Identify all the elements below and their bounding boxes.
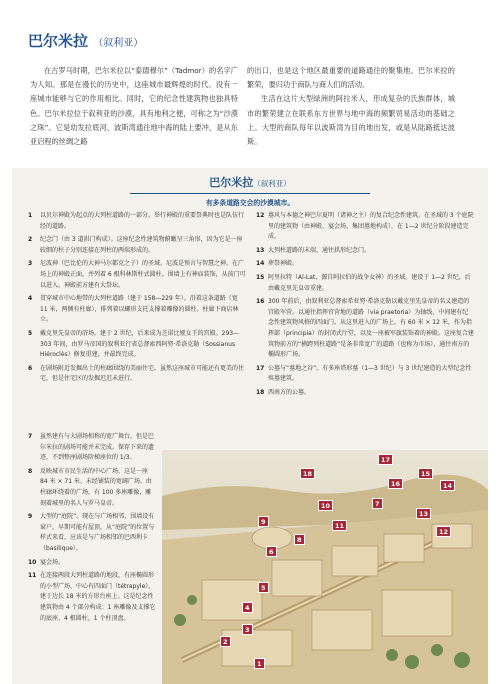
legend-text: 西南方的公墓。 [268,388,311,396]
legend-text: 反映城市市民生活的中心广场。这是一座 84 米 × 71 米、未经铺装的宽阔广场。由柱廊环绕着的广场，有 100 多座雕像，雕刻着城里的名人与罗马皇帝。 [40,467,152,507]
illustration-marker: 1 [254,658,265,669]
panel-divider [130,193,370,194]
legend-text: 虽然建有与大剧场相称的宽广舞台，但是巴尔米拉的剧场可能并未完成。保存下来的遗迹，不到整座剧场阶梯座位的 1/3。 [40,433,155,462]
legend-column-lower [28,432,156,627]
legend-item [28,329,246,361]
legend-text: 在连接两段大列柱道路的地段，有座椭圆形的小型广场，中心有四面门（tétrapyle），建于边长 18 米的方形台座上。这是纪念性建筑物由 4 个部分构成：1 座雕像及支撑它的底座、4 根圆柱，1 个柱顶盘。 [40,572,156,622]
legend-text: 贯穿城市中心地带的大列柱道路（建于 158—229 年）。沿着这条道路（宽 11 米，两侧有柱廊），排列着以螺形支托支撑着雕像的圆柱。柱廊下商店林立。 [40,295,239,324]
illustration-marker: 15 [418,468,433,479]
legend-number: 2 [28,236,33,244]
legend-text: 以贝尔神殿为起点的大列柱道路的一部分。举行神殿的重要祭典时也是队伍行经的道路。 [40,212,245,230]
legend-number: 16 [256,298,265,306]
legend-item [256,259,474,270]
legend-text: 尼波神（巴比伦的大神马尔都克之子）的圣域。尼波是预言与智慧之神。在广场上的神殿正面，并列着 6 根科林斯柱式圆柱。围墙上有神庙装饰，从前门可以进入。神殿前方建有大祭坛。 [40,260,246,289]
legend-text: 葬祭神殿。 [268,260,299,268]
illustration-marker: 11 [332,520,347,531]
city-illustration [162,450,488,684]
legend-item [256,297,474,361]
legend-item [28,558,156,569]
illustration-marker: 16 [388,478,403,489]
legend-text: 墓风与本德之神巴尔夏明（诸神之主）的复合纪念性建筑。在圣域的 3 个庭院里的建筑物（由神殿、宴会场、集团墓地构成），在 1—2 世纪分阶段建造完成。 [268,212,474,241]
legend-number: 12 [256,212,265,219]
illustration-marker: 18 [300,468,315,479]
legend-item [256,364,474,385]
legend-number: 13 [256,246,265,254]
legend-item [28,259,246,291]
panel-title-subtitle: （叙利亚） [253,179,291,188]
legend-item [256,246,474,257]
legend-number: 3 [28,260,33,268]
intro-paragraph-1: 在古罗马时期，巴尔米拉以“泰德穆尔”（Tadmor）的名字广为人知。那是在漫长的历史中，这座城市最辉煌的时代。没有一座城市能够与它的作用相比。同时，它的纪念性建筑物也独具特色。巴尔米拉位于叙利亚的沙漠，具有地利之便，可称之为“沙漠之珠”。它是幼发拉底河、波斯湾通往地中海的陆上要冲，是从东亚启程的丝绸之路 [30,66,238,147]
legend-text: 300 年前后，由叙利亚总督索希亚努·希洛克勒以戴克里先皇帝的名义建造的宫殿军营。以通往指挥官营地的道路（via praetoria）为轴线，中间建有纪念性建筑物风格的四面门。从这里进入的广场上，有 60 米 × 12 米，作为指挥部（principia）的封闭式厅堂，以及一座被军旗装饰着的神殿。这座复合建筑物前方的“横跨列柱道路”是条非常宽广的道路（也称为市场），通往南方的椭圆形广场。 [268,298,474,359]
legend-item [28,571,156,624]
intro-paragraph-3: 生活在这片大型绿洲的阿拉米人，形成复杂的氏族群体，城市的繁荣建立在联系东方世界与地中海的频繁贸易活动的基础之上。大型的商队每年以波斯湾为目的地出发，或是从陆路抵达波斯。 [247,94,455,147]
legend-number: 17 [256,364,265,372]
legend-text: 在剧场附近发掘出土的柱廊围绕的美丽住宅。虽然这座城市可能还有更美的住宅，但是住宅区的发掘迟迟未进行。 [40,364,245,383]
panel-title-text: 巴尔米拉 [209,176,254,189]
intro-left-column [30,64,238,149]
legend-text: 大列柱道路的末端，通往拱形纪念门。 [268,246,371,254]
legend-column-right [256,211,474,402]
panel-subtitle: 有多条道路交会的沙漠城市。 [205,199,295,207]
illustration-marker: 3 [242,624,253,635]
panel-title [12,174,488,190]
legend-number: 5 [28,329,33,337]
legend-number: 9 [28,513,33,521]
page-title-text: 巴尔米拉 [28,32,89,50]
legend-item [256,273,474,294]
illustrated-panel [12,168,488,684]
legend-item [28,512,156,554]
legend-item [28,294,246,326]
illustration-marker: 6 [266,546,277,557]
legend-number: 7 [28,433,33,440]
legend-text: 戴克里先皇帝的浴场，建于 2 世纪，后来成为芝诺比娅女王的宫殿。293—303 年间，由罗马帝国的叙利亚行省总督索西阿努·希洛克勒（Sossianus Hiéroclès）修复重建，并最终完成。 [40,329,240,359]
legend-number: 8 [28,467,33,475]
legend-item [28,235,246,256]
legend-item [256,211,474,243]
illustration-marker: 7 [372,498,383,509]
legend-text: 公墓与“墓地之谷”。有多座塔形墓（1—3 世纪）与 3 世纪建造的大型纪念性殡墓建筑。 [268,364,472,383]
intro-paragraph-2: 的出口，也是这个地区最重要的道路通往的聚集地。巴尔米拉的繁荣，要归功于商队与商人们的活动。 [247,66,455,90]
legend-text: 大型的“庭院”。现在与广场相邻，围墙设有窗户，早期可能有屋顶。从“庭院”的位置与样式来看，应该是与广场相邻的巴西利卡（basilique）。 [40,513,155,552]
intro-right-column [247,64,455,149]
illustration-marker: 17 [378,454,393,465]
illustration-marker: 12 [436,526,451,537]
legend-item [28,432,156,464]
legend-item [256,388,474,399]
illustration-marker: 5 [258,582,269,593]
legend-number: 1 [28,212,33,219]
legend-text: 纪念门（由 3 道拱门构成）。这座纪念性建筑物俯瞰呈三角形，因为它是一座较细的柱子分别连接在列柱的两端形成的。 [40,236,243,254]
page-title [28,30,143,51]
legend-column-left [28,211,246,388]
illustration-marker: 9 [258,516,269,527]
illustration-marker: 2 [220,636,231,647]
legend-text: 宴会场。 [40,558,65,566]
legend-item [28,364,246,385]
legend-number: 4 [28,295,33,303]
legend-item [28,211,246,232]
illustration-marker: 13 [416,508,431,519]
legend-item [28,467,156,509]
page-title-subtitle: （叙利亚） [93,38,144,49]
illustration-marker: 4 [242,602,253,613]
legend-number: 14 [256,260,265,268]
legend-number: 10 [28,558,37,566]
legend-number: 15 [256,273,265,281]
legend-text: 阿里拉特（Al-Lat，源自阿拉伯的战争女神）的圣域。建设于 1—2 世纪，后由戴克里先皇帝重建。 [268,273,471,292]
legend-number: 11 [28,572,37,580]
legend-number: 18 [256,388,265,396]
illustration-marker: 14 [440,480,455,491]
legend-number: 6 [28,364,33,372]
illustration-marker: 10 [318,500,333,511]
illustration-marker: 8 [294,534,305,545]
